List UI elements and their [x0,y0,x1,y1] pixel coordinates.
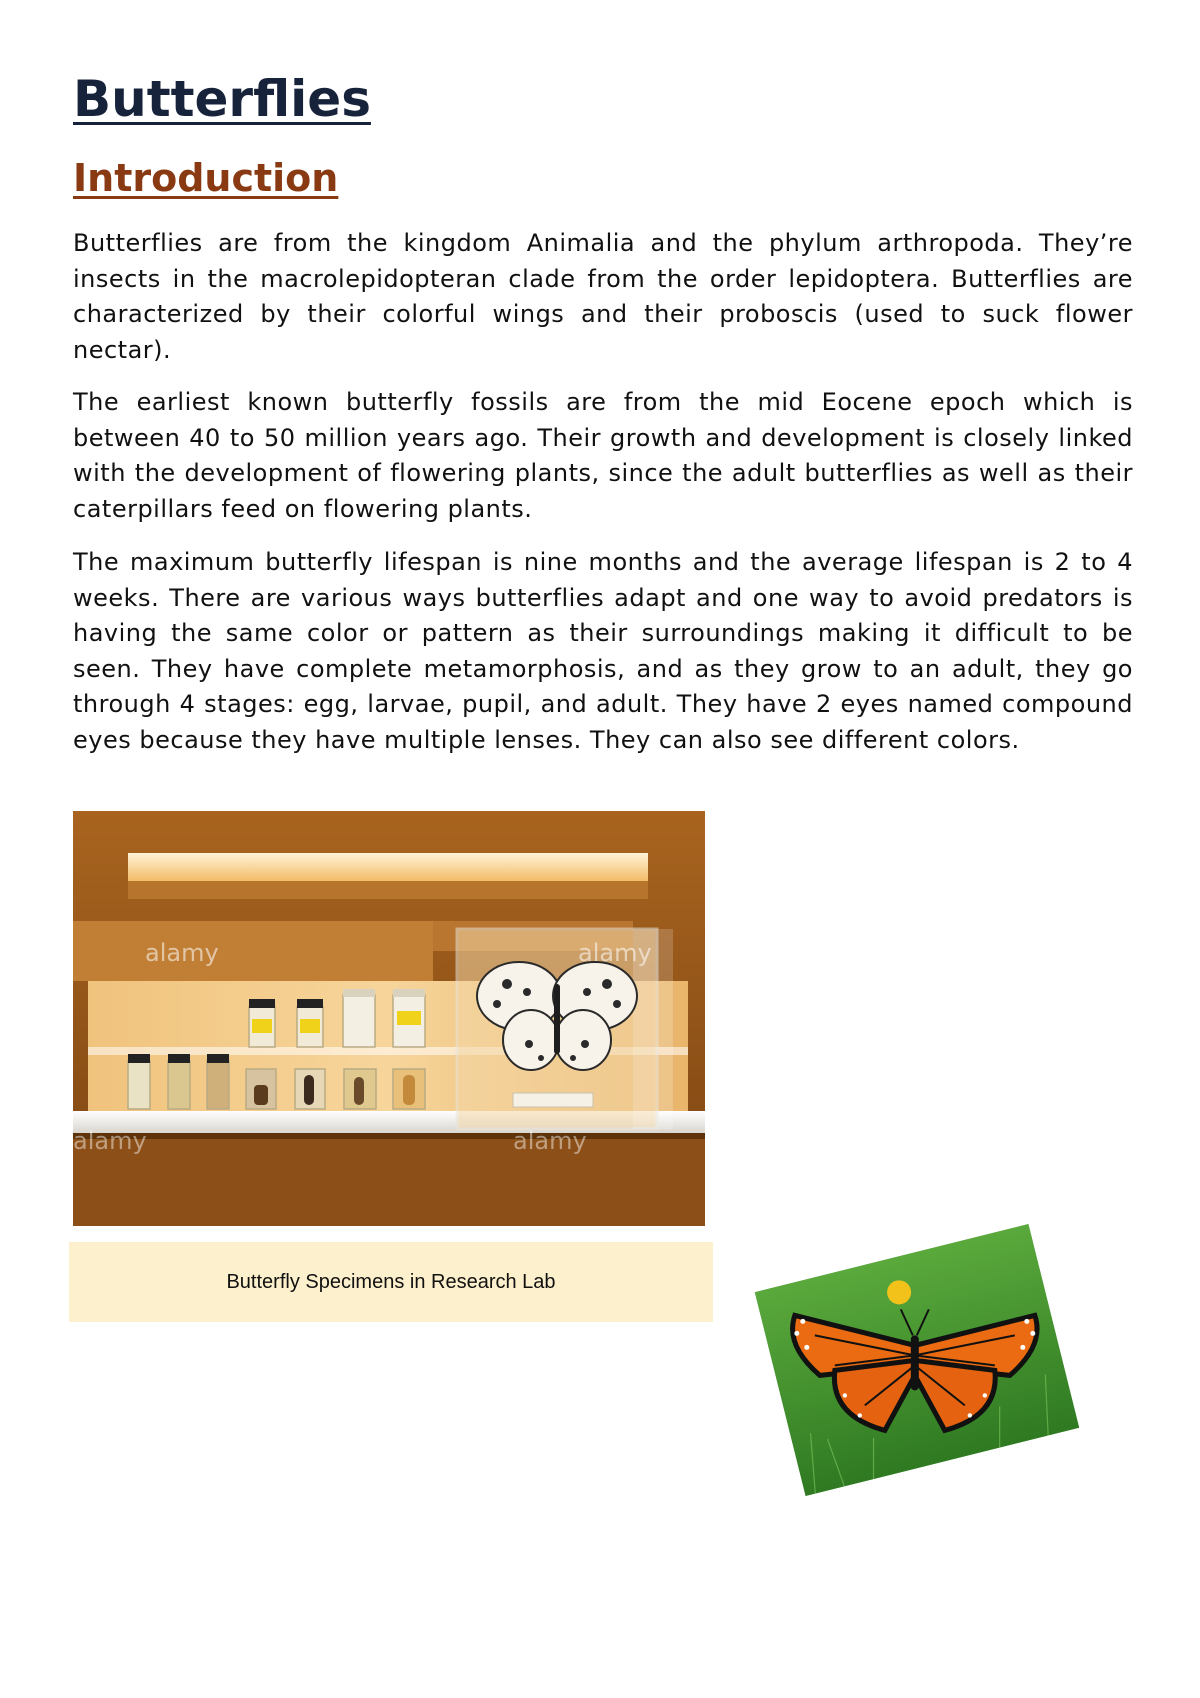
svg-text:alamy: alamy [73,1127,147,1155]
section-heading-introduction: Introduction [73,156,339,200]
document-title: Butterflies [73,70,371,128]
figure-caption: Butterfly Specimens in Research Lab [226,1270,556,1293]
svg-text:alamy: alamy [513,1127,587,1155]
paragraph-2: The earliest known butterfly fossils are from the mid Eocene epoch which is between 40 to 50 million years ago. Their growth and development is closely linked with the development of flowering plants, since the adult butterflies as well as their caterpillars feed on flowering plants. [73,388,1133,523]
svg-text:alamy: alamy [578,939,652,967]
paragraph-1: Butterflies are from the kingdom Animalia and the phylum arthropoda. They’re insects in the macrolepidopteran clade from the order lepidoptera. Butterflies are characterized by their colorful wings and their proboscis (used to suck flower nectar). [73,229,1133,364]
paragraph-3: The maximum butterfly lifespan is nine months and the average lifespan is 2 to 4 weeks. There are various ways butterflies adapt and one way to avoid predators is having the same color or pattern as their surroundings making it difficult to be seen. They have complete metamorphosis, and as they grow to an adult, they go through 4 stages: egg, larvae, pupil, and adult. They have 2 eyes named compound eyes because they have multiple lenses. They can also see different colors. [73,548,1133,754]
watermark-text: alamy [145,939,219,967]
figure-caption-box [69,1242,713,1322]
monarch-butterfly-image [755,1224,1079,1496]
specimen-display-image [73,811,705,1226]
